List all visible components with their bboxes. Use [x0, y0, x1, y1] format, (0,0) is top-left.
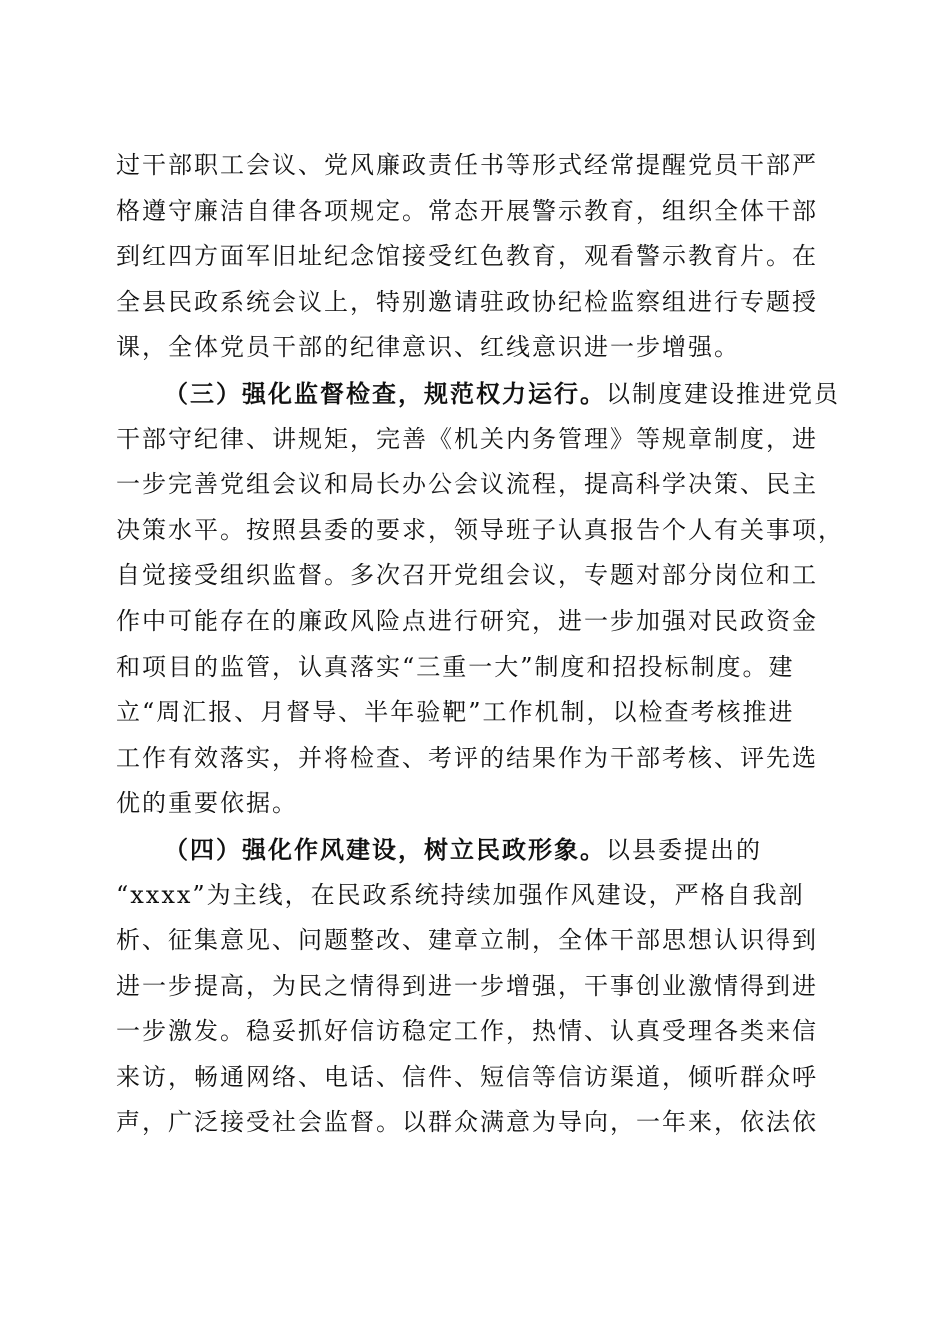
line-text: 自觉接受组织监督。多次召开党组会议，专题对部分岗位和工	[116, 561, 818, 590]
body-text	[116, 143, 844, 1146]
text-line	[116, 508, 844, 554]
line-text: “xxxx”为主线，在民政系统持续加强作风建设，严格自我剖	[116, 880, 805, 909]
line-text: 决策水平。按照县委的要求，领导班子认真报告个人有关事项，	[116, 515, 844, 544]
line-text: 声，广泛接受社会监督。以群众满意为导向，一年来，依法依	[116, 1108, 818, 1137]
line-text: 来访，畅通网络、电话、信件、短信等信访渠道，倾听群众呼	[116, 1062, 818, 1091]
text-line	[116, 736, 836, 782]
text-line	[116, 143, 836, 189]
section-heading: （三）强化监督检查，规范权力运行。	[164, 378, 606, 408]
line-text: 格遵守廉洁自律各项规定。常态开展警示教育，组织全体干部	[116, 196, 818, 225]
text-line	[116, 964, 836, 1010]
text-line	[116, 280, 836, 326]
line-text: 一步完善党组会议和局长办公会议流程，提高科学决策、民主	[116, 470, 818, 499]
line-text: 工作有效落实，并将检查、考评的结果作为干部考核、评先选	[116, 743, 818, 772]
text-line	[116, 690, 836, 736]
text-line	[116, 781, 836, 827]
text-line	[116, 553, 836, 599]
text-line	[116, 918, 836, 964]
line-text: 课，全体党员干部的纪律意识、红线意识进一步增强。	[116, 333, 740, 362]
line-text: 析、征集意见、问题整改、建章立制，全体干部思想认识得到	[116, 926, 818, 955]
line-text: 一步激发。稳妥抓好信访稳定工作，热情、认真受理各类来信	[116, 1017, 818, 1046]
line-text: 到红四方面军旧址纪念馆接受红色教育，观看警示教育片。在	[116, 242, 818, 271]
text-line	[116, 189, 836, 235]
text-line	[116, 1055, 836, 1101]
text-line	[116, 599, 836, 645]
text-line	[116, 325, 836, 371]
line-text: 作中可能存在的廉政风险点进行研究，进一步加强对民政资金	[116, 606, 818, 635]
text-line	[116, 873, 836, 919]
text-line	[116, 417, 836, 463]
section-heading-line	[116, 371, 840, 417]
section-heading-line	[116, 827, 836, 873]
text-line	[116, 645, 836, 691]
line-text: 进一步提高，为民之情得到进一步增强，干事创业激情得到进	[116, 971, 818, 1000]
line-text: 和项目的监管，认真落实“三重一大”制度和招投标制度。建	[116, 652, 795, 681]
line-text: 立“周汇报、月督导、半年验靶”工作机制，以检查考核推进	[116, 698, 795, 727]
text-line	[116, 462, 836, 508]
section-heading: （四）强化作风建设，树立民政形象。	[164, 834, 606, 864]
line-text: 干部守纪律、讲规矩，完善《机关内务管理》等规章制度，进	[116, 424, 818, 453]
text-line	[116, 1009, 836, 1055]
line-text: 优的重要依据。	[116, 789, 298, 818]
line-text: 以县委提出的	[606, 835, 762, 864]
line-text: 过干部职工会议、党风廉政责任书等形式经常提醒党员干部严	[116, 151, 818, 179]
text-line	[116, 234, 836, 280]
text-line	[116, 1100, 836, 1146]
line-text: 以制度建设推进党员	[606, 379, 840, 408]
line-text: 全县民政系统会议上，特别邀请驻政协纪检监察组进行专题授	[116, 287, 818, 316]
